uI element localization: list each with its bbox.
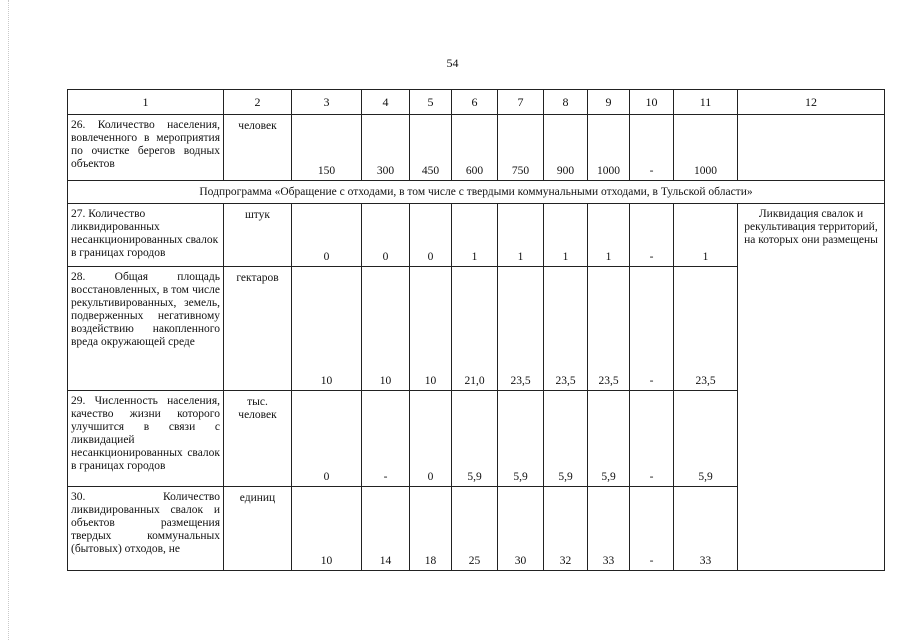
value-cell: 32 xyxy=(544,487,588,571)
value-cell: 1 xyxy=(498,204,544,267)
value-cell: - xyxy=(630,115,674,181)
value-cell: 10 xyxy=(410,267,452,391)
subprogram-row xyxy=(68,181,885,204)
value-cell: 0 xyxy=(292,204,362,267)
header-cell: 11 xyxy=(674,90,738,115)
indicators-table xyxy=(67,89,885,571)
value-cell: 21,0 xyxy=(452,267,498,391)
header-cell: 4 xyxy=(362,90,410,115)
value-cell: 18 xyxy=(410,487,452,571)
value-cell: 33 xyxy=(588,487,630,571)
value-cell: 5,9 xyxy=(498,391,544,487)
indicator-unit: человек xyxy=(224,115,292,181)
value-cell: - xyxy=(362,391,410,487)
header-cell: 9 xyxy=(588,90,630,115)
value-cell: 1000 xyxy=(588,115,630,181)
page-number: 54 xyxy=(446,56,459,70)
value-cell: 450 xyxy=(410,115,452,181)
value-cell: 300 xyxy=(362,115,410,181)
header-cell: 1 xyxy=(68,90,224,115)
header-cell: 6 xyxy=(452,90,498,115)
indicator-name: 29. Численность населения, качество жизни которого улучшится в связи с ликвидацией несанкционированных свалок в границах городов xyxy=(68,391,224,487)
value-cell: 10 xyxy=(362,267,410,391)
value-cell: 10 xyxy=(292,267,362,391)
value-cell: 600 xyxy=(452,115,498,181)
indicator-name: 26. Количество населения, вовлеченного в мероприятия по очистке берегов водных объектов xyxy=(68,115,224,181)
value-cell: 750 xyxy=(498,115,544,181)
value-cell: - xyxy=(630,487,674,571)
header-cell: 7 xyxy=(498,90,544,115)
header-cell: 8 xyxy=(544,90,588,115)
value-cell: 5,9 xyxy=(588,391,630,487)
indicator-name: 30. Количество ликвидированных свалок и объектов размещения твердых коммунальных (бытовых) отходов, не xyxy=(68,487,224,571)
value-cell: 5,9 xyxy=(544,391,588,487)
indicator-name: 27. Количество ликвидированных несанкционированных свалок в границах городов xyxy=(68,204,224,267)
value-cell: - xyxy=(630,391,674,487)
value-cell: 14 xyxy=(362,487,410,571)
value-cell: 30 xyxy=(498,487,544,571)
value-cell: 0 xyxy=(292,391,362,487)
header-cell: 12 xyxy=(738,90,885,115)
header-cell: 2 xyxy=(224,90,292,115)
indicator-unit: единиц xyxy=(224,487,292,571)
subprogram-title: Подпрограмма «Обращение с отходами, в том числе с твердыми коммунальными отходами, в Тульской области» xyxy=(68,181,885,204)
value-cell: 1 xyxy=(452,204,498,267)
value-cell: 1000 xyxy=(674,115,738,181)
value-cell: 1 xyxy=(674,204,738,267)
value-cell: 23,5 xyxy=(588,267,630,391)
value-cell: - xyxy=(630,204,674,267)
value-cell: 0 xyxy=(410,391,452,487)
scan-edge-dots xyxy=(8,0,10,640)
value-cell: 1 xyxy=(544,204,588,267)
value-cell: 23,5 xyxy=(674,267,738,391)
value-cell: 23,5 xyxy=(544,267,588,391)
indicator-unit: гектаров xyxy=(224,267,292,391)
value-cell: 25 xyxy=(452,487,498,571)
note-cell: Ликвидация свалок и рекультивация территорий, на которых они размещены xyxy=(738,204,885,571)
header-row xyxy=(68,90,885,115)
table-row xyxy=(68,115,885,181)
value-cell: 10 xyxy=(292,487,362,571)
table-row xyxy=(68,204,885,267)
value-cell: 5,9 xyxy=(674,391,738,487)
header-cell: 5 xyxy=(410,90,452,115)
value-cell: 900 xyxy=(544,115,588,181)
value-cell: 5,9 xyxy=(452,391,498,487)
value-cell: 1 xyxy=(588,204,630,267)
header-cell: 3 xyxy=(292,90,362,115)
value-cell: - xyxy=(630,267,674,391)
header-cell: 10 xyxy=(630,90,674,115)
indicator-unit: тыс. человек xyxy=(224,391,292,487)
note-cell xyxy=(738,115,885,181)
value-cell: 33 xyxy=(674,487,738,571)
indicator-unit: штук xyxy=(224,204,292,267)
indicator-name: 28. Общая площадь восстановленных, в том числе рекультивированных, земель, подверженных негативному воздействию накопленного вреда окружающей среде xyxy=(68,267,224,391)
value-cell: 0 xyxy=(362,204,410,267)
value-cell: 150 xyxy=(292,115,362,181)
value-cell: 0 xyxy=(410,204,452,267)
value-cell: 23,5 xyxy=(498,267,544,391)
